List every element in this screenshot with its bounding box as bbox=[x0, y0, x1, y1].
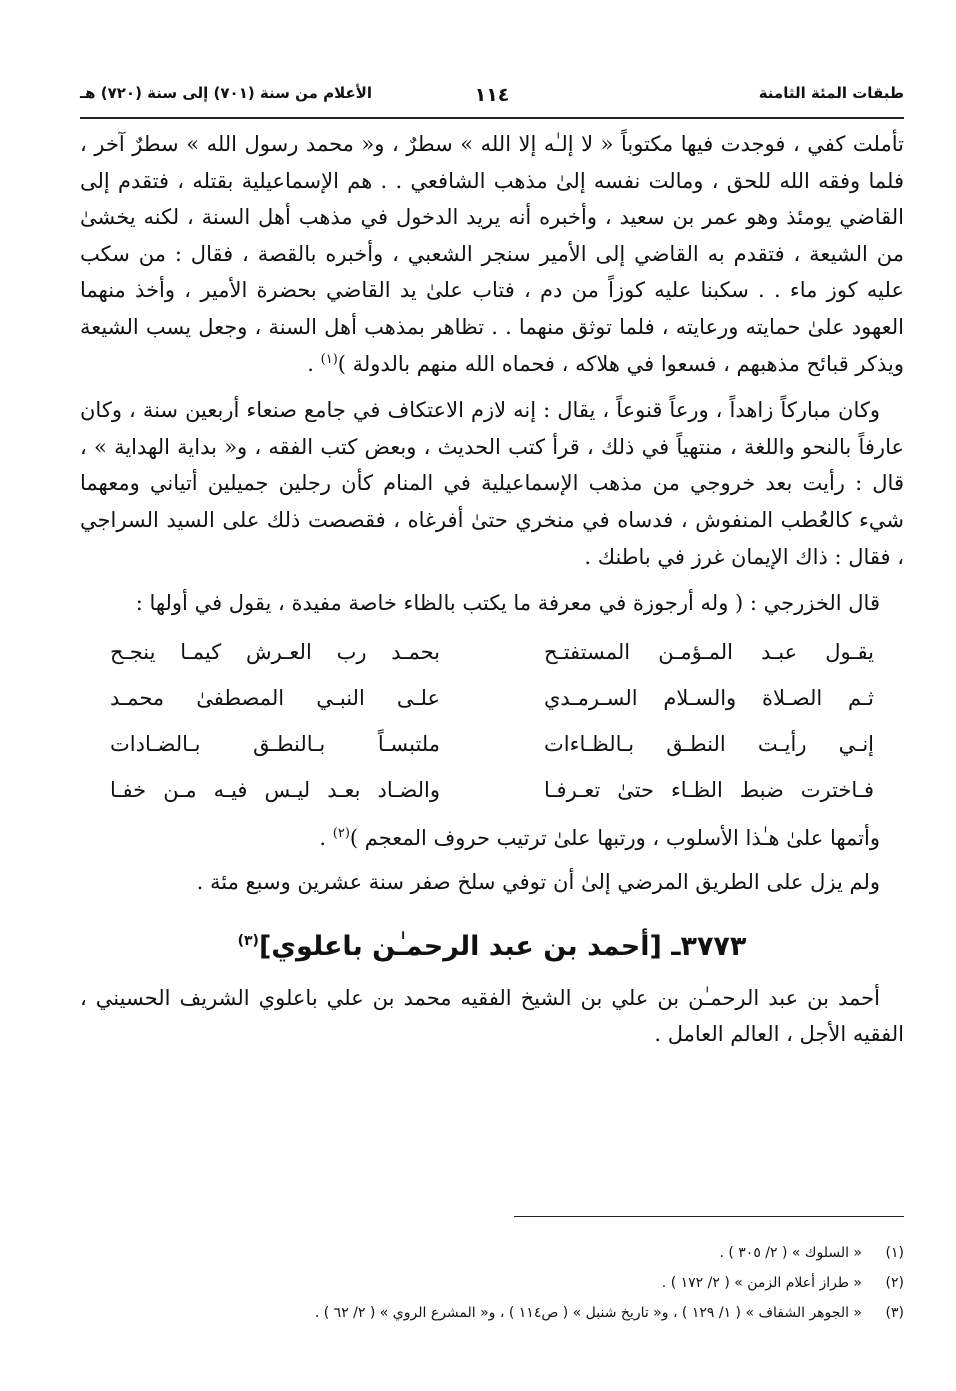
paragraph-1-text: تأملت كفي ، فوجدت فيها مكتوباً « لا إلـٰه إلا الله » سطرٌ ، و« محمد رسول الله » سطرٌ آخر ، فلما وفقه الله للحق ، ومالت نفسه إلىٰ مذهب الشافعي . . هم الإسماعيلية بقتله ، فتقدم إلى القاضي يومئذ وهو عمر بن سعيد ، وأخبره أنه يريد الدخول في مذهب أهل السنة ، لكنه يخشىٰ من الشيعة ، فتقدم به القاضي إلى الأمير سنجر الشعبي ، وأخبره بالقصة ، فقال : من سكب عليه كوز ماء . . سكبنا عليه كوزاً من دم ، فتاب علىٰ يد القاضي بحضرة الأمير ، وأخذ منهما العهود علىٰ حمايته ورعايته ، فلما توثق منهما . . تظاهر بمذهب أهل السنة ، وجعل يسب الشيعة ويذكر قبائح مذهبهم ، فسعوا في هلاكه ، فحماه الله منهم بالدولة ) bbox=[80, 132, 904, 376]
paragraph-5: ولم يزل على الطريق المرضي إلىٰ أن توفي سلخ صفر سنة عشرين وسبع مئة . bbox=[196, 870, 880, 895]
verse-first-hemistich: يقـول عبـد المـؤمـن المستفتـح bbox=[544, 640, 874, 665]
footnote-ref-1: (١) bbox=[320, 351, 338, 367]
header-book-title: طبقات المئة الثامنة bbox=[758, 84, 904, 102]
entry-text: أحمد بن عبد الرحمـٰن بن علي بن الشيخ الفقيه محمد بن علي باعلوي الشريف الحسيني ، الفقيه الأجل ، العالم العامل . bbox=[80, 985, 904, 1047]
paragraph-4 bbox=[80, 820, 904, 857]
paragraph-1-end: . bbox=[307, 351, 321, 376]
footnote bbox=[80, 1238, 904, 1268]
poem-verse bbox=[80, 630, 904, 676]
verse-second-hemistich: والضـاد بعـد ليـس فيـه مـن خفـا bbox=[110, 778, 440, 803]
poem-verse bbox=[80, 768, 904, 814]
main-text bbox=[80, 126, 904, 1053]
verse-first-hemistich: فـاخترت ضبط الظـاء حتىٰ تعـرفـا bbox=[544, 778, 874, 803]
footnote-text: « طراز أعلام الزمن » ( ٢/ ١٧٢ ) . bbox=[661, 1275, 862, 1291]
poem bbox=[80, 630, 904, 814]
footnote bbox=[80, 1298, 904, 1328]
footnote bbox=[80, 1268, 904, 1298]
paragraph-1 bbox=[80, 126, 904, 382]
paragraph-3: قال الخزرجي : ( وله أرجوزة في معرفة ما يكتب بالظاء خاصة مفيدة ، يقول في أولها : bbox=[135, 591, 880, 616]
footnote-ref-2: (٢) bbox=[332, 825, 350, 841]
running-header bbox=[80, 84, 904, 118]
footnote-divider bbox=[514, 1216, 904, 1217]
paragraph-2: وكان مباركاً زاهداً ، ورعاً قنوعاً ، يقال : إنه لازم الاعتكاف في جامع صنعاء أربعين سنة ، وكان عارفاً بالنحو واللغة ، منتهياً في ذلك ، قرأ كتب الحديث ، وبعض كتب الفقه ، و« بداية الهداية » ، قال : رأيت بعد خروجي من مذهب الإسماعيلية في المنام كأن رجلين جميلين أتياني ومعهما شيء كالعُطب المنفوش ، فدساه في منخري حتىٰ أفرغاه ، فقصصت ذلك على السيد السراجي ، فقال : ذاك الإيمان غرز في باطنك . bbox=[80, 398, 904, 569]
footnote-text: « السلوك » ( ٢/ ٣٠٥ ) . bbox=[719, 1245, 862, 1261]
footnote-ref-3: (٣) bbox=[237, 932, 259, 949]
footnote-number: (٣) bbox=[885, 1305, 904, 1321]
footnotes bbox=[80, 1238, 904, 1328]
entry-title bbox=[80, 929, 904, 966]
paragraph-4-text: وأتمها علىٰ هـٰذا الأسلوب ، ورتبها علىٰ ترتيب حروف المعجم ) bbox=[349, 825, 880, 850]
footnote-number: (١) bbox=[885, 1245, 904, 1261]
footnote-text: « الجوهر الشفاف » ( ١/ ١٢٩ ) ، و« تاريخ شنبل » ( ص١١٤ ) ، و« المشرع الروي » ( ٢/ ٦٢ ) . bbox=[314, 1305, 862, 1321]
entry-title-text: ٣٧٧٣ـ [أحمد بن عبد الرحمـٰن باعلوي] bbox=[258, 930, 747, 962]
poem-verse bbox=[80, 722, 904, 768]
header-divider bbox=[80, 117, 904, 119]
verse-first-hemistich: ثـم الصـلاة والسـلام السـرمـدي bbox=[544, 686, 874, 711]
footnote-number: (٢) bbox=[885, 1275, 904, 1291]
verse-first-hemistich: إنـي رأيـت النطـق بـالظـاءات bbox=[544, 732, 874, 757]
poem-verse bbox=[80, 676, 904, 722]
header-section-title: الأعلام من سنة (٧٠١) إلى سنة (٧٢٠) هـ bbox=[80, 84, 373, 102]
page-number: ١١٤ bbox=[474, 84, 510, 106]
verse-second-hemistich: ملتبسـاً بـالنطـق بـالضـادات bbox=[110, 732, 440, 757]
paragraph-4-end: . bbox=[319, 825, 333, 850]
verse-second-hemistich: علـى النبـي المصطفىٰ محمـد bbox=[110, 686, 440, 711]
verse-second-hemistich: بحمـد رب العـرش كيمـا ينجـح bbox=[110, 640, 440, 665]
